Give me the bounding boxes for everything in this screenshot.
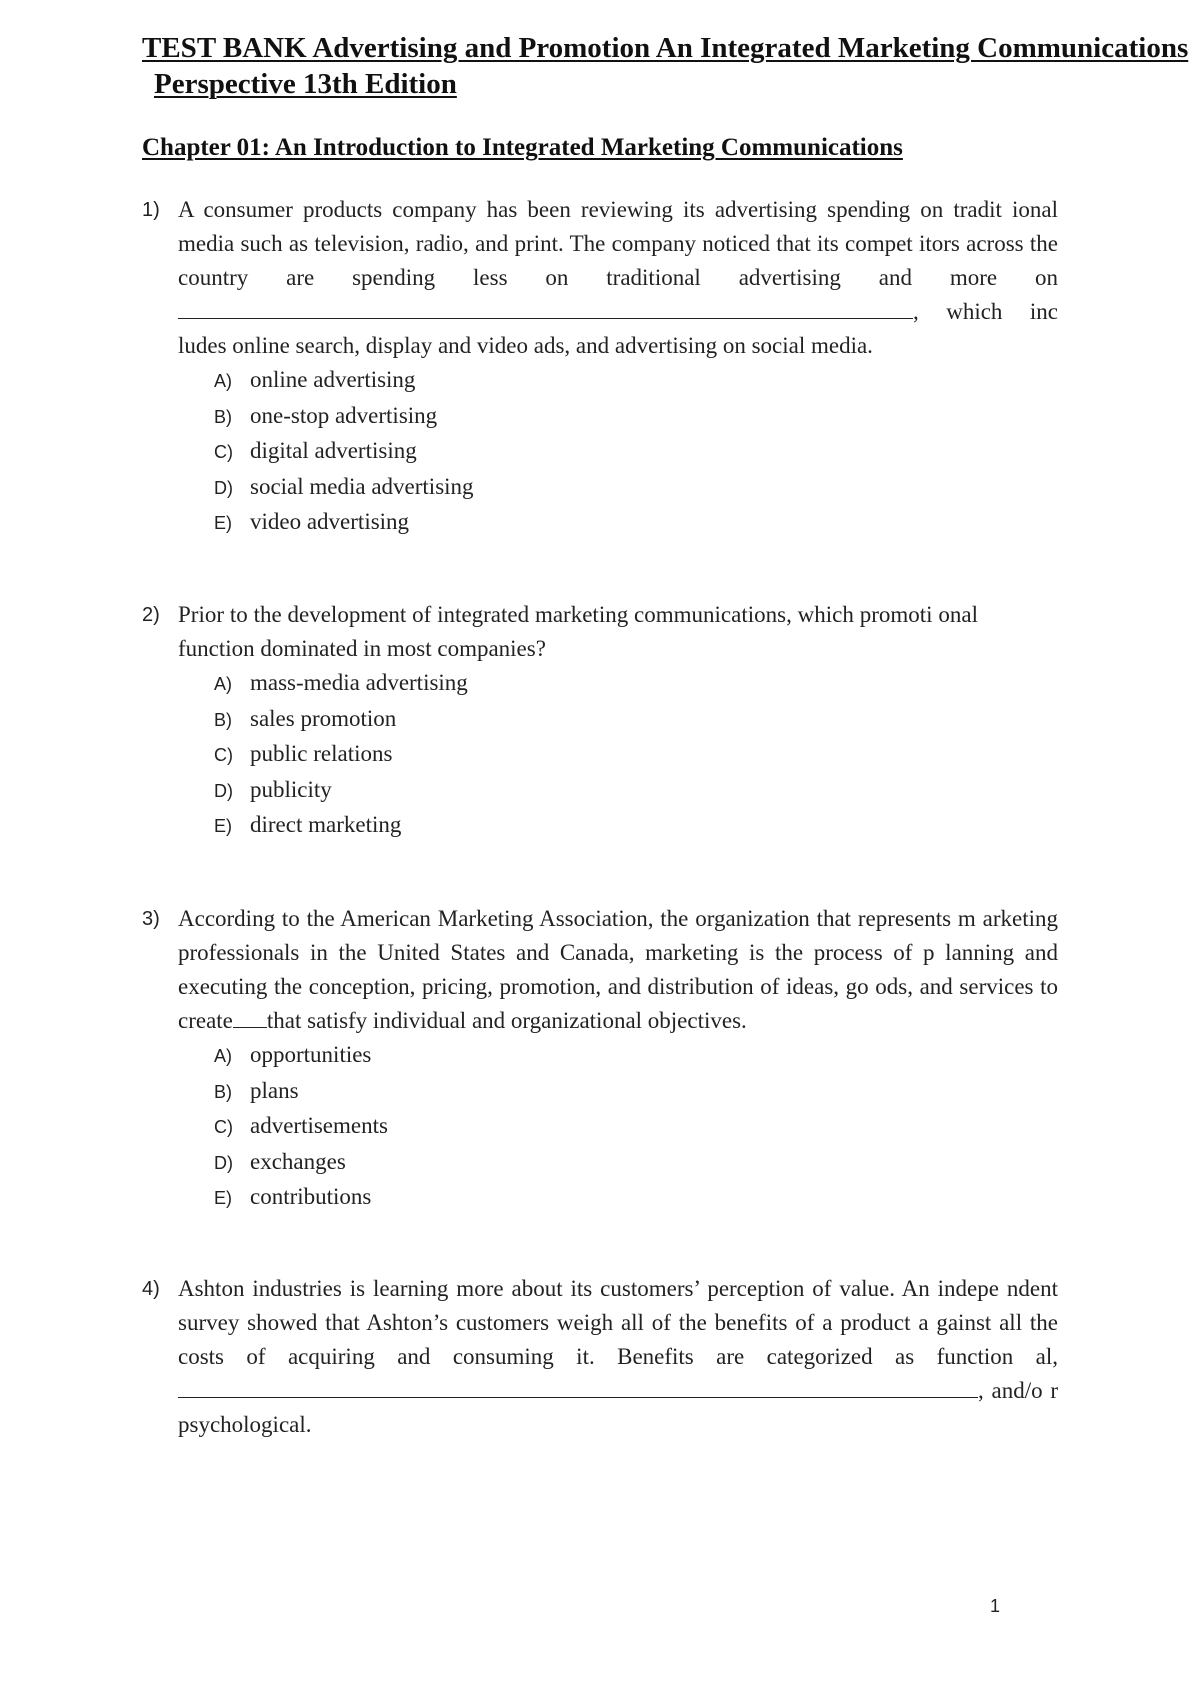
option-text: sales promotion [250, 705, 397, 731]
option-text: opportunities [250, 1042, 372, 1067]
option-a [214, 1038, 1062, 1074]
option-letter: E) [214, 1188, 232, 1208]
title-line-2: Perspective 13th Edition [154, 68, 457, 100]
question-4 [142, 1272, 1062, 1442]
option-letter: C) [214, 1117, 233, 1137]
option-c [214, 737, 1062, 773]
option-d [214, 773, 1062, 809]
option-letter: D) [214, 477, 233, 498]
question-text [178, 1272, 1058, 1442]
option-b [214, 399, 1062, 435]
question-1 [142, 193, 1062, 541]
option-c [214, 1109, 1062, 1145]
question-text-before-blank: A consumer products company has been reviewing its advertising spending on tradit ional media such as television, radio, and print. The company noticed that its compet itors across the country are spending less on traditional advertising and more on [178, 197, 1058, 290]
option-letter: C) [214, 442, 233, 462]
option-text: advertisements [250, 1113, 388, 1138]
option-e [214, 1180, 1062, 1216]
page-number: 1 [990, 1596, 1001, 1616]
option-text: publicity [250, 776, 332, 802]
question-text [178, 193, 1058, 363]
option-e [214, 808, 1062, 844]
option-a [214, 666, 1062, 702]
option-letter: B) [214, 1081, 232, 1102]
option-text: one-stop advertising [250, 402, 438, 428]
answer-options [214, 666, 1062, 844]
question-text-before-blank: According to the American Marketing Association, the organization that represents m arketing professionals in the United States and Canada, marketing is the process of p lanning and executing the conception, pricing, promotion, and distribution of ideas, go ods, and services to create [178, 906, 1058, 1033]
document-title [142, 30, 1189, 102]
option-letter: E) [214, 513, 232, 533]
option-c [214, 434, 1062, 470]
option-text: direct marketing [250, 812, 402, 837]
answer-blank [233, 1009, 267, 1028]
option-text: mass-media advertising [250, 670, 468, 695]
answer-blank [178, 1375, 978, 1398]
option-e [214, 505, 1062, 541]
option-letter: A) [214, 371, 232, 391]
option-text: digital advertising [250, 438, 417, 463]
question-text-after-blank: , and/o r psychological. [178, 1378, 1058, 1437]
question-text-before-blank: Ashton industries is learning more about its customers’ perception of value. An indepe ndent survey showed that Ashton’s customers weigh all of the benefits of a product a gainst all the costs of acquiring and consuming it. Benefits are categorized as function al, [178, 1276, 1058, 1369]
option-letter: B) [214, 709, 232, 730]
option-b [214, 1074, 1062, 1110]
answer-options [214, 1038, 1062, 1216]
question-2 [142, 598, 1062, 844]
option-text: exchanges [250, 1148, 346, 1174]
chapter-heading: Chapter 01: An Introduction to Integrated Marketing Communications [142, 134, 903, 161]
question-text: Prior to the development of integrated marketing communications, which promoti onal function dominated in most companies? [178, 602, 978, 661]
question-number: 1) [142, 199, 160, 221]
option-text: social media advertising [250, 473, 474, 499]
option-b [214, 702, 1062, 738]
question-number: 2) [142, 604, 160, 626]
option-text: contributions [250, 1184, 372, 1209]
option-letter: A) [214, 674, 232, 694]
question-text [178, 902, 1058, 1038]
title-line-1: TEST BANK Advertising and Promotion An Integrated Marketing Communications [142, 32, 1189, 64]
question-text-after-blank: , which inc ludes online search, display and video ads, and advertising on social media. [178, 299, 1058, 358]
question-3 [142, 902, 1062, 1216]
answer-blank [178, 296, 913, 319]
option-letter: D) [214, 780, 233, 801]
question-text-after-blank: that satisfy individual and organizational objectives. [266, 1008, 747, 1033]
option-letter: C) [214, 745, 233, 765]
option-letter: E) [214, 816, 232, 836]
option-text: plans [250, 1077, 299, 1103]
question-number: 3) [142, 908, 160, 930]
question-number: 4) [142, 1278, 160, 1300]
answer-options [214, 363, 1062, 541]
option-text: online advertising [250, 367, 416, 392]
option-letter: D) [214, 1152, 233, 1173]
option-d [214, 470, 1062, 506]
option-d [214, 1145, 1062, 1181]
option-letter: A) [214, 1046, 232, 1066]
option-text: video advertising [250, 509, 410, 534]
option-a [214, 363, 1062, 399]
option-letter: B) [214, 406, 232, 427]
option-text: public relations [250, 741, 393, 766]
